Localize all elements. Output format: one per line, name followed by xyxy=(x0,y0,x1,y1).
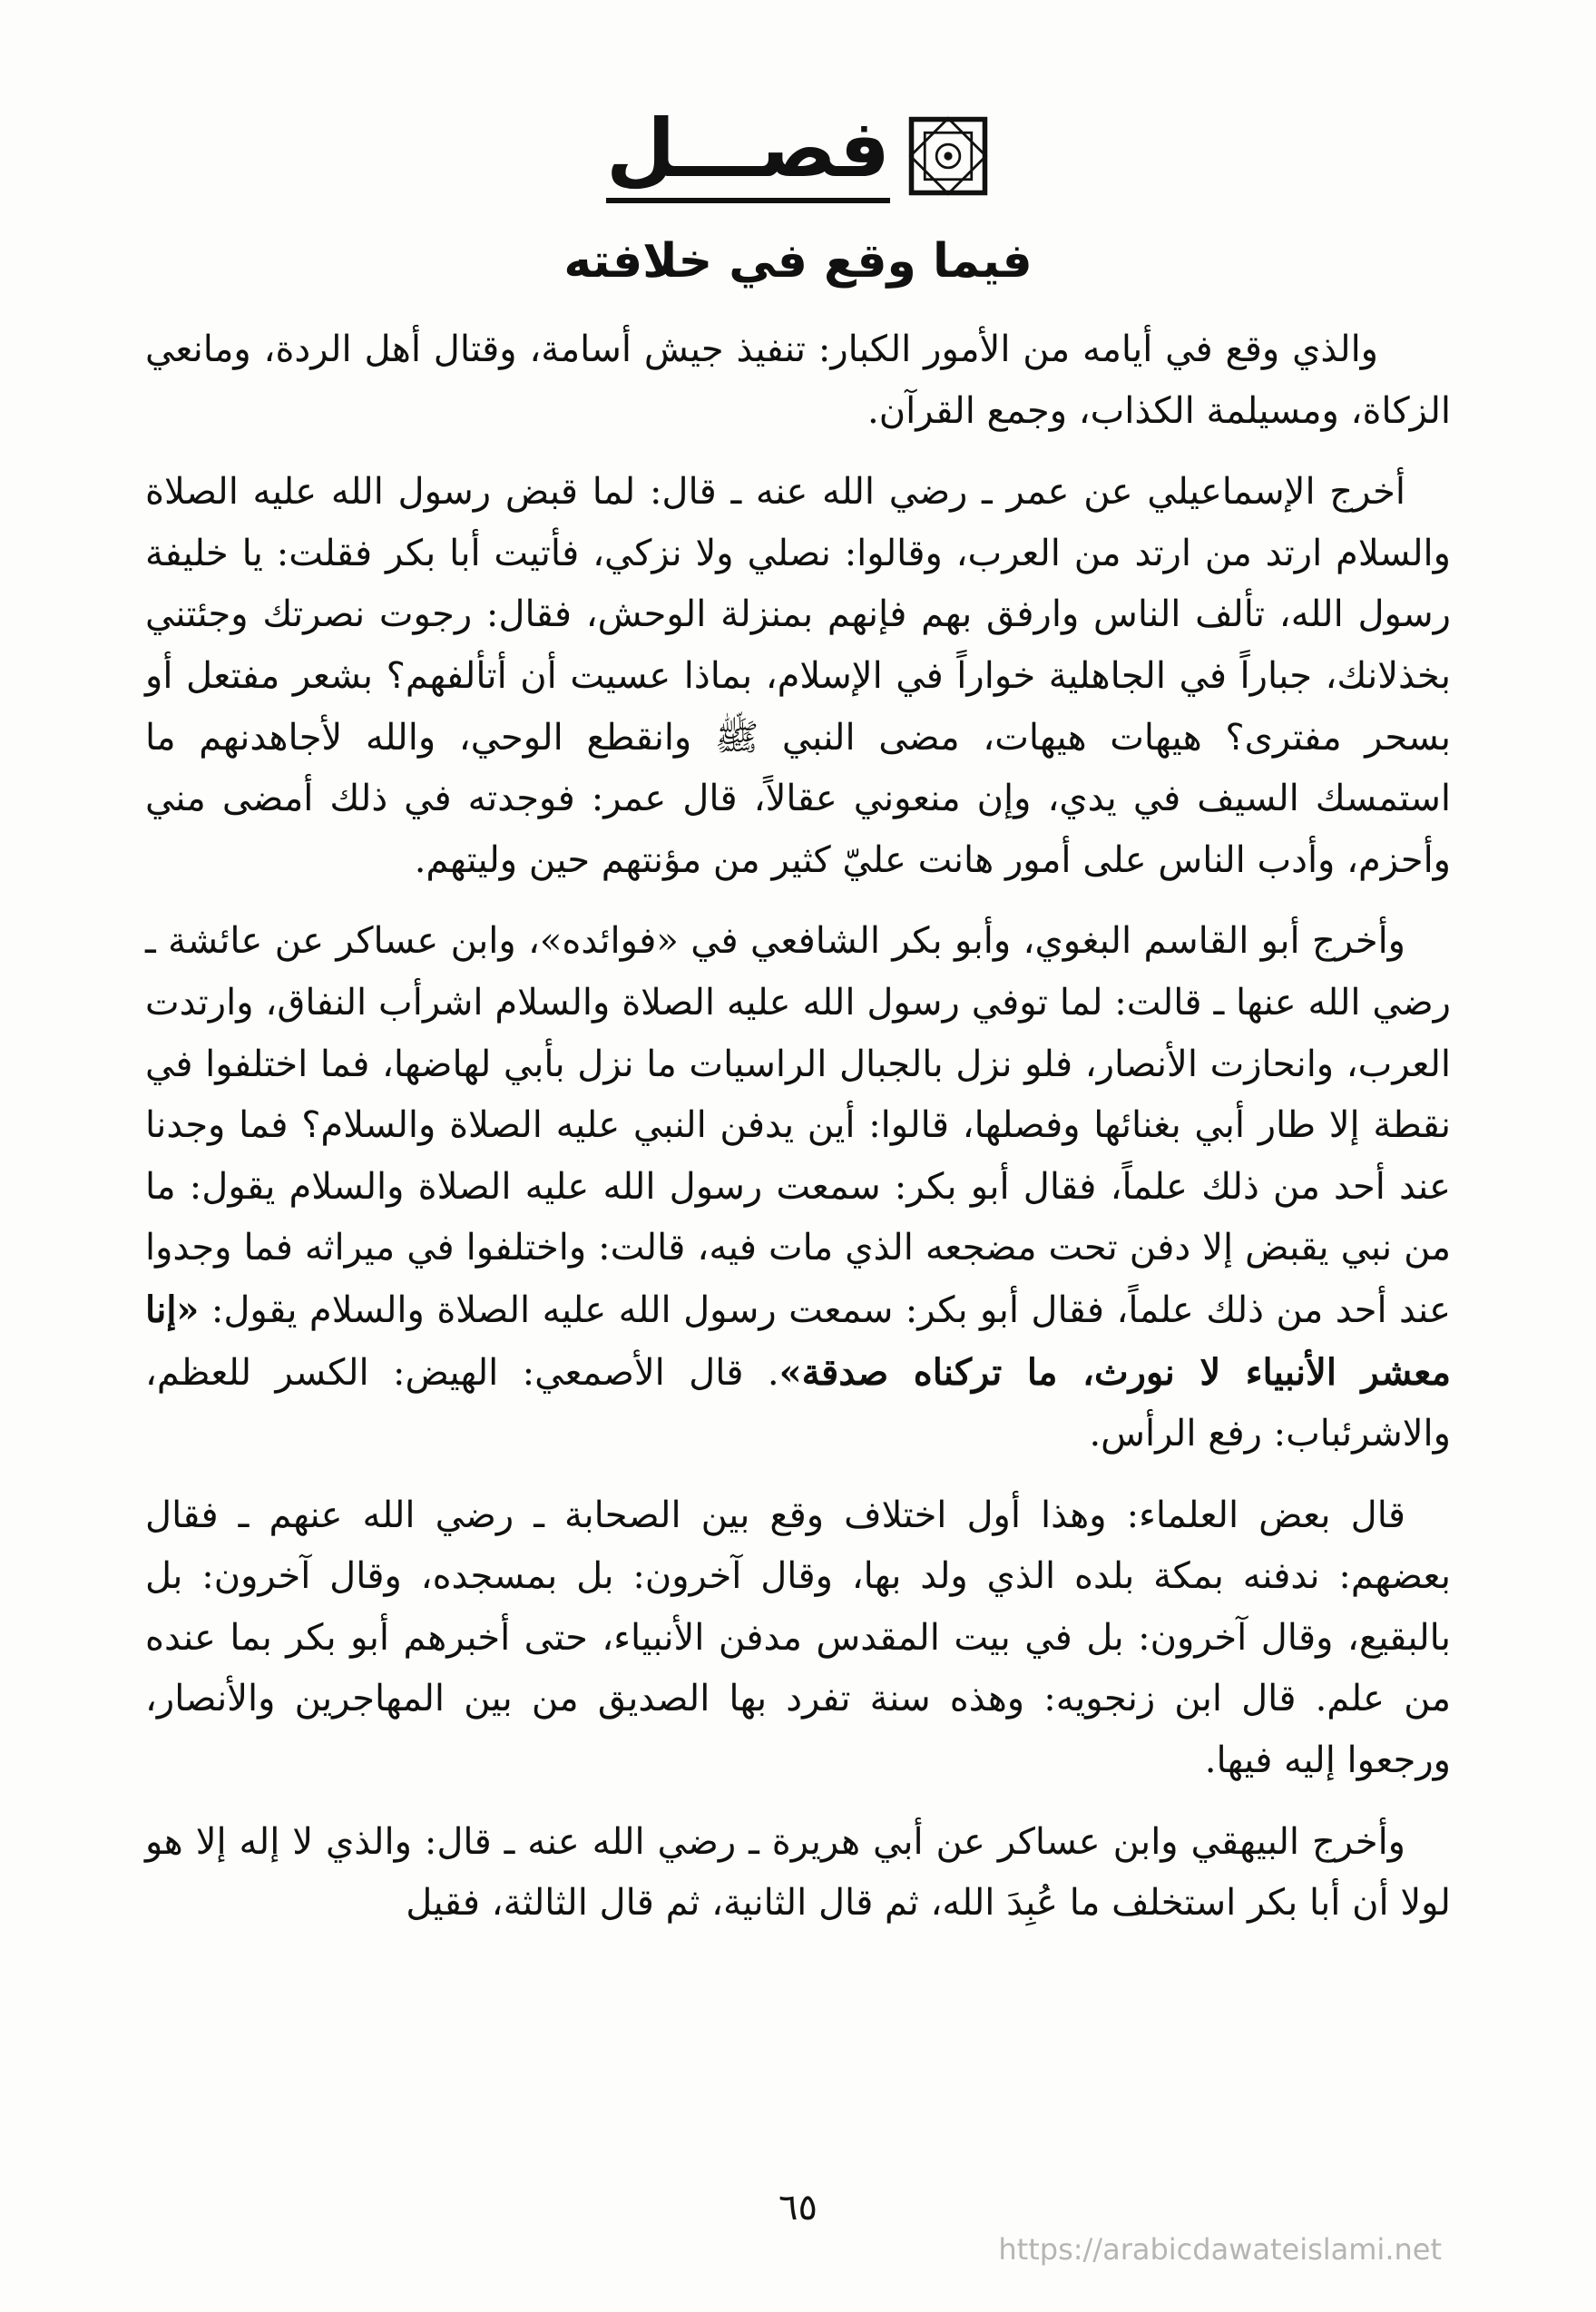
paragraph-3-text-b: . قال الأصمعي: الهيض: الكسر للعظم، والاشرئباب: رفع الرأس. xyxy=(145,1351,1451,1455)
paragraph-3 xyxy=(145,911,1451,1465)
paragraph-1: والذي وقع في أيامه من الأمور الكبار: تنفيذ جيش أسامة، وقتال أهل الردة، ومانعي الزكاة، ومسيلمة الكذاب، وجمع القرآن. xyxy=(145,328,1451,432)
paragraph-3-text-a: وأخرج أبو القاسم البغوي، وأبو بكر الشافعي في «فوائده»، وابن عساكر عن عائشة ـ رضي الله عنها ـ قالت: لما توفي رسول الله عليه الصلاة والسلام اشرأب النفاق، وارتدت العرب، وانحازت الأنصار، فلو نزل بالجبال الراسيات ما نزل بأبي لهاضها، فما اختلفوا في نقطة إلا طار أبي بغنائها وفصلها، قالوا: أين يدفن النبي عليه الصلاة والسلام؟ فما وجدنا عند أحد من ذلك علماً، فقال أبو بكر: سمعت رسول الله عليه الصلاة والسلام يقول: ما من نبي يقبض إلا دفن تحت مضجعه الذي مات فيه، قالت: واختلفوا في ميراثه فما وجدوا عند أحد من ذلك علماً، فقال أبو بكر: سمعت رسول الله عليه الصلاة والسلام يقول: xyxy=(145,920,1451,1331)
paragraph-2: أخرج الإسماعيلي عن عمر ـ رضي الله عنه ـ قال: لما قبض رسول الله عليه الصلاة والسلام ارتد من ارتد من العرب، وقالوا: نصلي ولا نزكي، فأتيت أبا بكر فقلت: يا خليفة رسول الله، تألف الناس وارفق بهم فإنهم بمنزلة الوحش، فقال: رجوت نصرتك وجئتني بخذلانك، جباراً في الجاهلية خواراً في الإسلام، بماذا عسيت أن أتألفهم؟ بشعر مفتعل أو بسحر مفترى؟ هيهات هيهات، مضى النبي ﷺ وانقطع الوحي، والله لأجاهدنهم ما استمسك السيف في يدي، وإن منعوني عقالاً، قال عمر: فوجدته في ذلك أمضى مني وأحزم، وأدب الناس على أمور هانت عليّ كثير من مؤنتهم حين وليتهم. xyxy=(145,471,1451,881)
ornament-icon xyxy=(906,114,990,198)
paragraph-4: قال بعض العلماء: وهذا أول اختلاف وقع بين الصحابة ـ رضي الله عنهم ـ فقال بعضهم: ندفنه بمكة بلده الذي ولد بها، وقال آخرون: بل بمسجده، وقال آخرون: بل بالبقيع، وقال آخرون: بل في بيت المقدس مدفن الأنبياء، حتى أخبرهم أبو بكر بما عنده من علم. قال ابن زنجويه: وهذه سنة تفرد بها الصديق من بين المهاجرين والأنصار، ورجعوا إليه فيها. xyxy=(145,1494,1451,1782)
chapter-subtitle: فيما وقع في خلافته xyxy=(563,234,1033,289)
hadith-quote: «إنا معشر الأنبياء لا نورث، ما تركناه صدقة» xyxy=(145,1288,1451,1394)
paragraph-5: وأخرج البيهقي وابن عساكر عن أبي هريرة ـ رضي الله عنه ـ قال: والذي لا إله إلا هو لولا أن أبا بكر استخلف ما عُبِدَ الله، ثم قال الثانية، ثم قال الثالثة، فقيل xyxy=(145,1820,1451,1925)
page-number: ٦٥ xyxy=(778,2187,818,2229)
page-body xyxy=(145,319,1451,1954)
chapter-header xyxy=(0,102,1596,203)
chapter-title: فصـــل xyxy=(606,109,890,203)
watermark-url: https://arabicdawateislami.net xyxy=(998,2232,1442,2267)
